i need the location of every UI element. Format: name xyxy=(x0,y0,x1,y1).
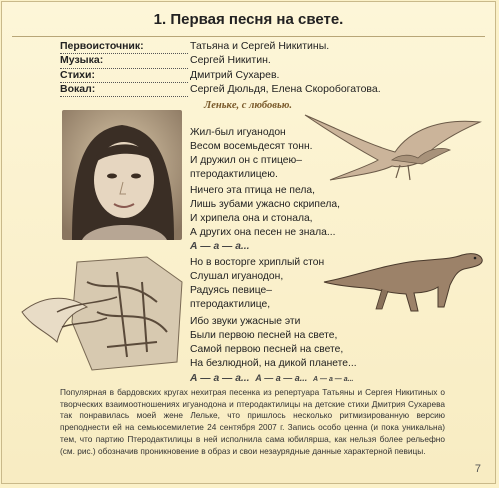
stanza-3 xyxy=(190,256,324,312)
refrain xyxy=(190,371,357,387)
singer-photo xyxy=(62,110,182,240)
verse-line: На безлюдной, на дикой планете... xyxy=(190,358,357,369)
credit-label: Стихи: xyxy=(60,69,188,83)
credit-row xyxy=(60,69,381,83)
refrain-part: А — а — а... xyxy=(255,373,308,383)
pterodactyl-illustration xyxy=(300,110,485,190)
verse-line: птеродактилице, xyxy=(190,299,271,310)
verse-line: птеродактилицею. xyxy=(190,169,278,180)
verse-line: Жил-был игуанодон xyxy=(190,127,286,138)
verse-line: Весом восемьдесят тонн. xyxy=(190,141,313,152)
verse-line: Были первою песней на свете, xyxy=(190,330,338,341)
verse-line: Слушал игуанодон, xyxy=(190,271,284,282)
credit-label: Музыка: xyxy=(60,54,188,68)
credit-row xyxy=(60,40,381,54)
credit-value: Татьяна и Сергей Никитины. xyxy=(190,40,330,52)
credit-label: Вокал: xyxy=(60,83,188,97)
verse-line: А других она песен не знала... xyxy=(190,227,336,238)
verse-line: Ничего эта птица не пела, xyxy=(190,185,315,196)
verse-line: Лишь зубами ужасно скрипела, xyxy=(190,199,340,210)
stanza-2 xyxy=(190,184,340,254)
credit-value: Дмитрий Сухарев. xyxy=(190,68,280,81)
iguanodon-illustration xyxy=(322,247,487,317)
credit-value: Сергей Никитин. xyxy=(190,54,271,67)
refrain-part: А — а — а... xyxy=(313,376,354,383)
verse-line: Ибо звуки ужасные эти xyxy=(190,316,301,327)
title-divider xyxy=(12,36,485,37)
verse-line: И дружил он с птицею– xyxy=(190,155,302,166)
description-paragraph: Популярная в бардовских кругах нехитрая песенка из репертуара Татьяны и Сергея Никитиных о творческих взаимоотношениях игуанодона и птеродактилицы на детские стихи Дмитрия Сухарева так понравилась моей жене Лельке, что пришлось несколько ритмизированную версию преподнести ей на семьюсемилетие 24 сентября 2007 г. Запись особо ценна (и пока уникальна) тем, что партию Птеродактилицы в ней исполнила сама юбилярша, как нельзя более рельефно (см. рис.) обозначив проникновение в образ и свои незаурядные данные характерной певицы. xyxy=(60,387,445,456)
fossil-illustration xyxy=(17,252,187,372)
stanza-4 xyxy=(190,315,357,387)
stanza-1 xyxy=(190,126,313,182)
verse-line: Радуясь певице– xyxy=(190,285,273,296)
dedication: Ленькe, с любовью. xyxy=(204,100,293,111)
credit-row xyxy=(60,54,381,68)
page xyxy=(1,1,496,484)
page-number: 7 xyxy=(474,463,481,475)
page-title: 1. Первая песня на свете. xyxy=(153,11,344,28)
verse-line: Но в восторге хриплый стон xyxy=(190,257,325,268)
refrain-part: А — а — а... xyxy=(190,373,250,384)
credits xyxy=(60,40,381,97)
credit-value: Сергей Дюльдя, Елена Скоробогатова. xyxy=(190,82,381,95)
verse-line: И хрипела она и стонала, xyxy=(190,213,313,224)
credit-label: Первоисточник: xyxy=(60,40,188,54)
credit-row xyxy=(60,83,381,97)
verse-line: Самой первою песней на свете, xyxy=(190,344,344,355)
refrain: А — а — а... xyxy=(190,241,250,252)
